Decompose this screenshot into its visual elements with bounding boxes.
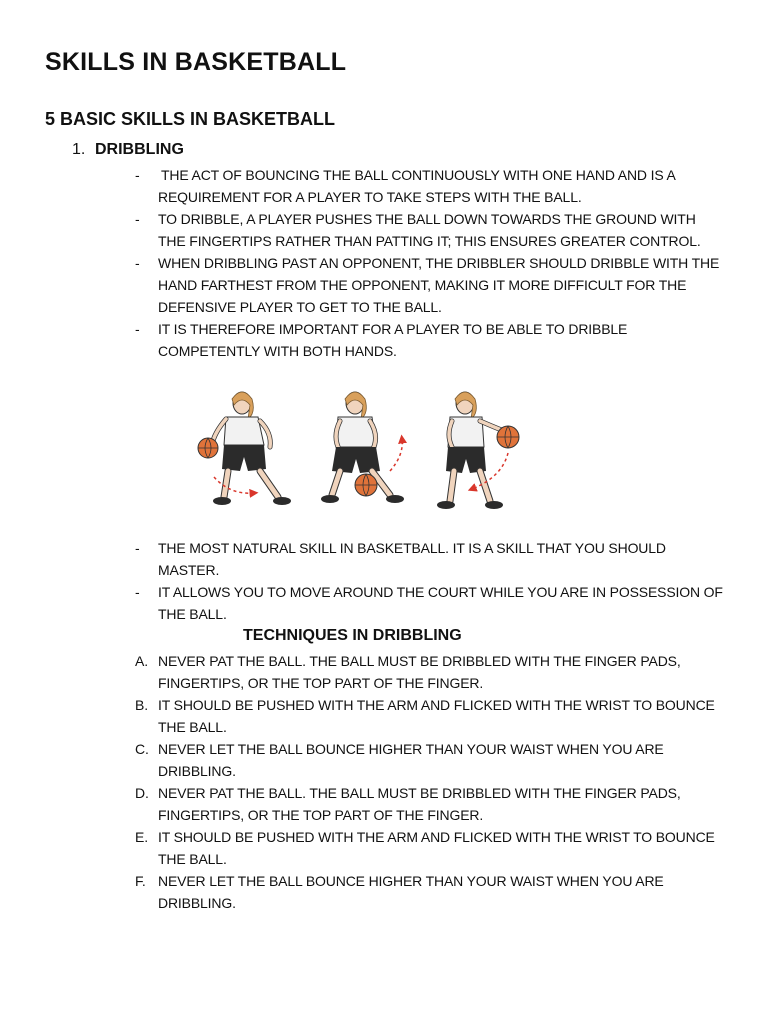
list-item <box>135 581 725 625</box>
technique-text: IT SHOULD BE PUSHED WITH THE ARM AND FLICKED WITH THE WRIST TO BOUNCE THE BALL. <box>158 697 715 735</box>
technique-text: IT SHOULD BE PUSHED WITH THE ARM AND FLICKED WITH THE WRIST TO BOUNCE THE BALL. <box>158 829 715 867</box>
technique-text: NEVER PAT THE BALL. THE BALL MUST BE DRIBBLED WITH THE FINGER PADS, FINGERTIPS, OR THE TOP PART OF THE FINGER. <box>158 785 681 823</box>
document-title: SKILLS IN BASKETBALL <box>45 48 347 76</box>
list-item <box>135 537 725 581</box>
technique-item <box>135 826 725 870</box>
technique-item <box>135 694 725 738</box>
list-item-text: THE MOST NATURAL SKILL IN BASKETBALL. IT IS A SKILL THAT YOU SHOULD MASTER. <box>158 540 666 578</box>
bullet-dash: - <box>135 584 140 600</box>
list-item <box>135 252 725 318</box>
dribbling-description-list <box>135 164 725 362</box>
list-item <box>135 318 725 362</box>
technique-text: NEVER LET THE BALL BOUNCE HIGHER THAN YOUR WAIST WHEN YOU ARE DRIBBLING. <box>158 873 664 911</box>
technique-letter: A. <box>135 653 148 669</box>
skill-name: DRIBBLING <box>95 141 184 158</box>
bullet-dash: - <box>135 321 140 337</box>
technique-letter: D. <box>135 785 149 801</box>
skill-number: 1. <box>72 141 86 158</box>
technique-letter: C. <box>135 741 149 757</box>
technique-item <box>135 650 725 694</box>
section-title: 5 BASIC SKILLS IN BASKETBALL <box>45 109 336 129</box>
technique-item <box>135 870 725 914</box>
technique-text: NEVER LET THE BALL BOUNCE HIGHER THAN YOUR WAIST WHEN YOU ARE DRIBBLING. <box>158 741 664 779</box>
techniques-heading: TECHNIQUES IN DRIBBLING <box>243 627 462 644</box>
bullet-dash: - <box>135 167 140 183</box>
list-item-text: TO DRIBBLE, A PLAYER PUSHES THE BALL DOWN TOWARDS THE GROUND WITH THE FINGERTIPS RATHER THAN PATTING IT; THIS ENSURES GREATER CONTROL. <box>158 211 701 249</box>
bullet-dash: - <box>135 540 140 556</box>
dribbling-illustration <box>190 385 530 515</box>
list-item-text: IT IS THEREFORE IMPORTANT FOR A PLAYER TO BE ABLE TO DRIBBLE COMPETENTLY WITH BOTH HANDS. <box>158 321 628 359</box>
dribble-arrow-icon <box>390 439 402 471</box>
technique-text: NEVER PAT THE BALL. THE BALL MUST BE DRIBBLED WITH THE FINGER PADS, FINGERTIPS, OR THE TOP PART OF THE FINGER. <box>158 653 681 691</box>
technique-letter: F. <box>135 873 146 889</box>
skill-heading <box>72 141 184 159</box>
player-figure-3 <box>437 392 519 509</box>
list-item <box>135 164 725 208</box>
bullet-dash: - <box>135 211 140 227</box>
list-item-text: IT ALLOWS YOU TO MOVE AROUND THE COURT WHILE YOU ARE IN POSSESSION OF THE BALL. <box>158 584 723 622</box>
dribble-arrow-icon <box>214 477 254 493</box>
player-figure-1 <box>198 392 291 505</box>
list-item <box>135 208 725 252</box>
dribbling-importance-list <box>135 537 725 625</box>
techniques-list <box>135 650 725 914</box>
player-figure-2 <box>321 392 404 503</box>
bullet-dash: - <box>135 255 140 271</box>
technique-item <box>135 738 725 782</box>
technique-item <box>135 782 725 826</box>
technique-letter: E. <box>135 829 148 845</box>
list-item-text: THE ACT OF BOUNCING THE BALL CONTINUOUSLY WITH ONE HAND AND IS A REQUIREMENT FOR A PLAYER TO TAKE STEPS WITH THE BALL. <box>158 167 675 205</box>
technique-letter: B. <box>135 697 148 713</box>
list-item-text: WHEN DRIBBLING PAST AN OPPONENT, THE DRIBBLER SHOULD DRIBBLE WITH THE HAND FARTHEST FROM THE OPPONENT, MAKING IT MORE DIFFICULT FOR THE DEFENSIVE PLAYER TO GET TO THE BALL. <box>158 255 720 315</box>
